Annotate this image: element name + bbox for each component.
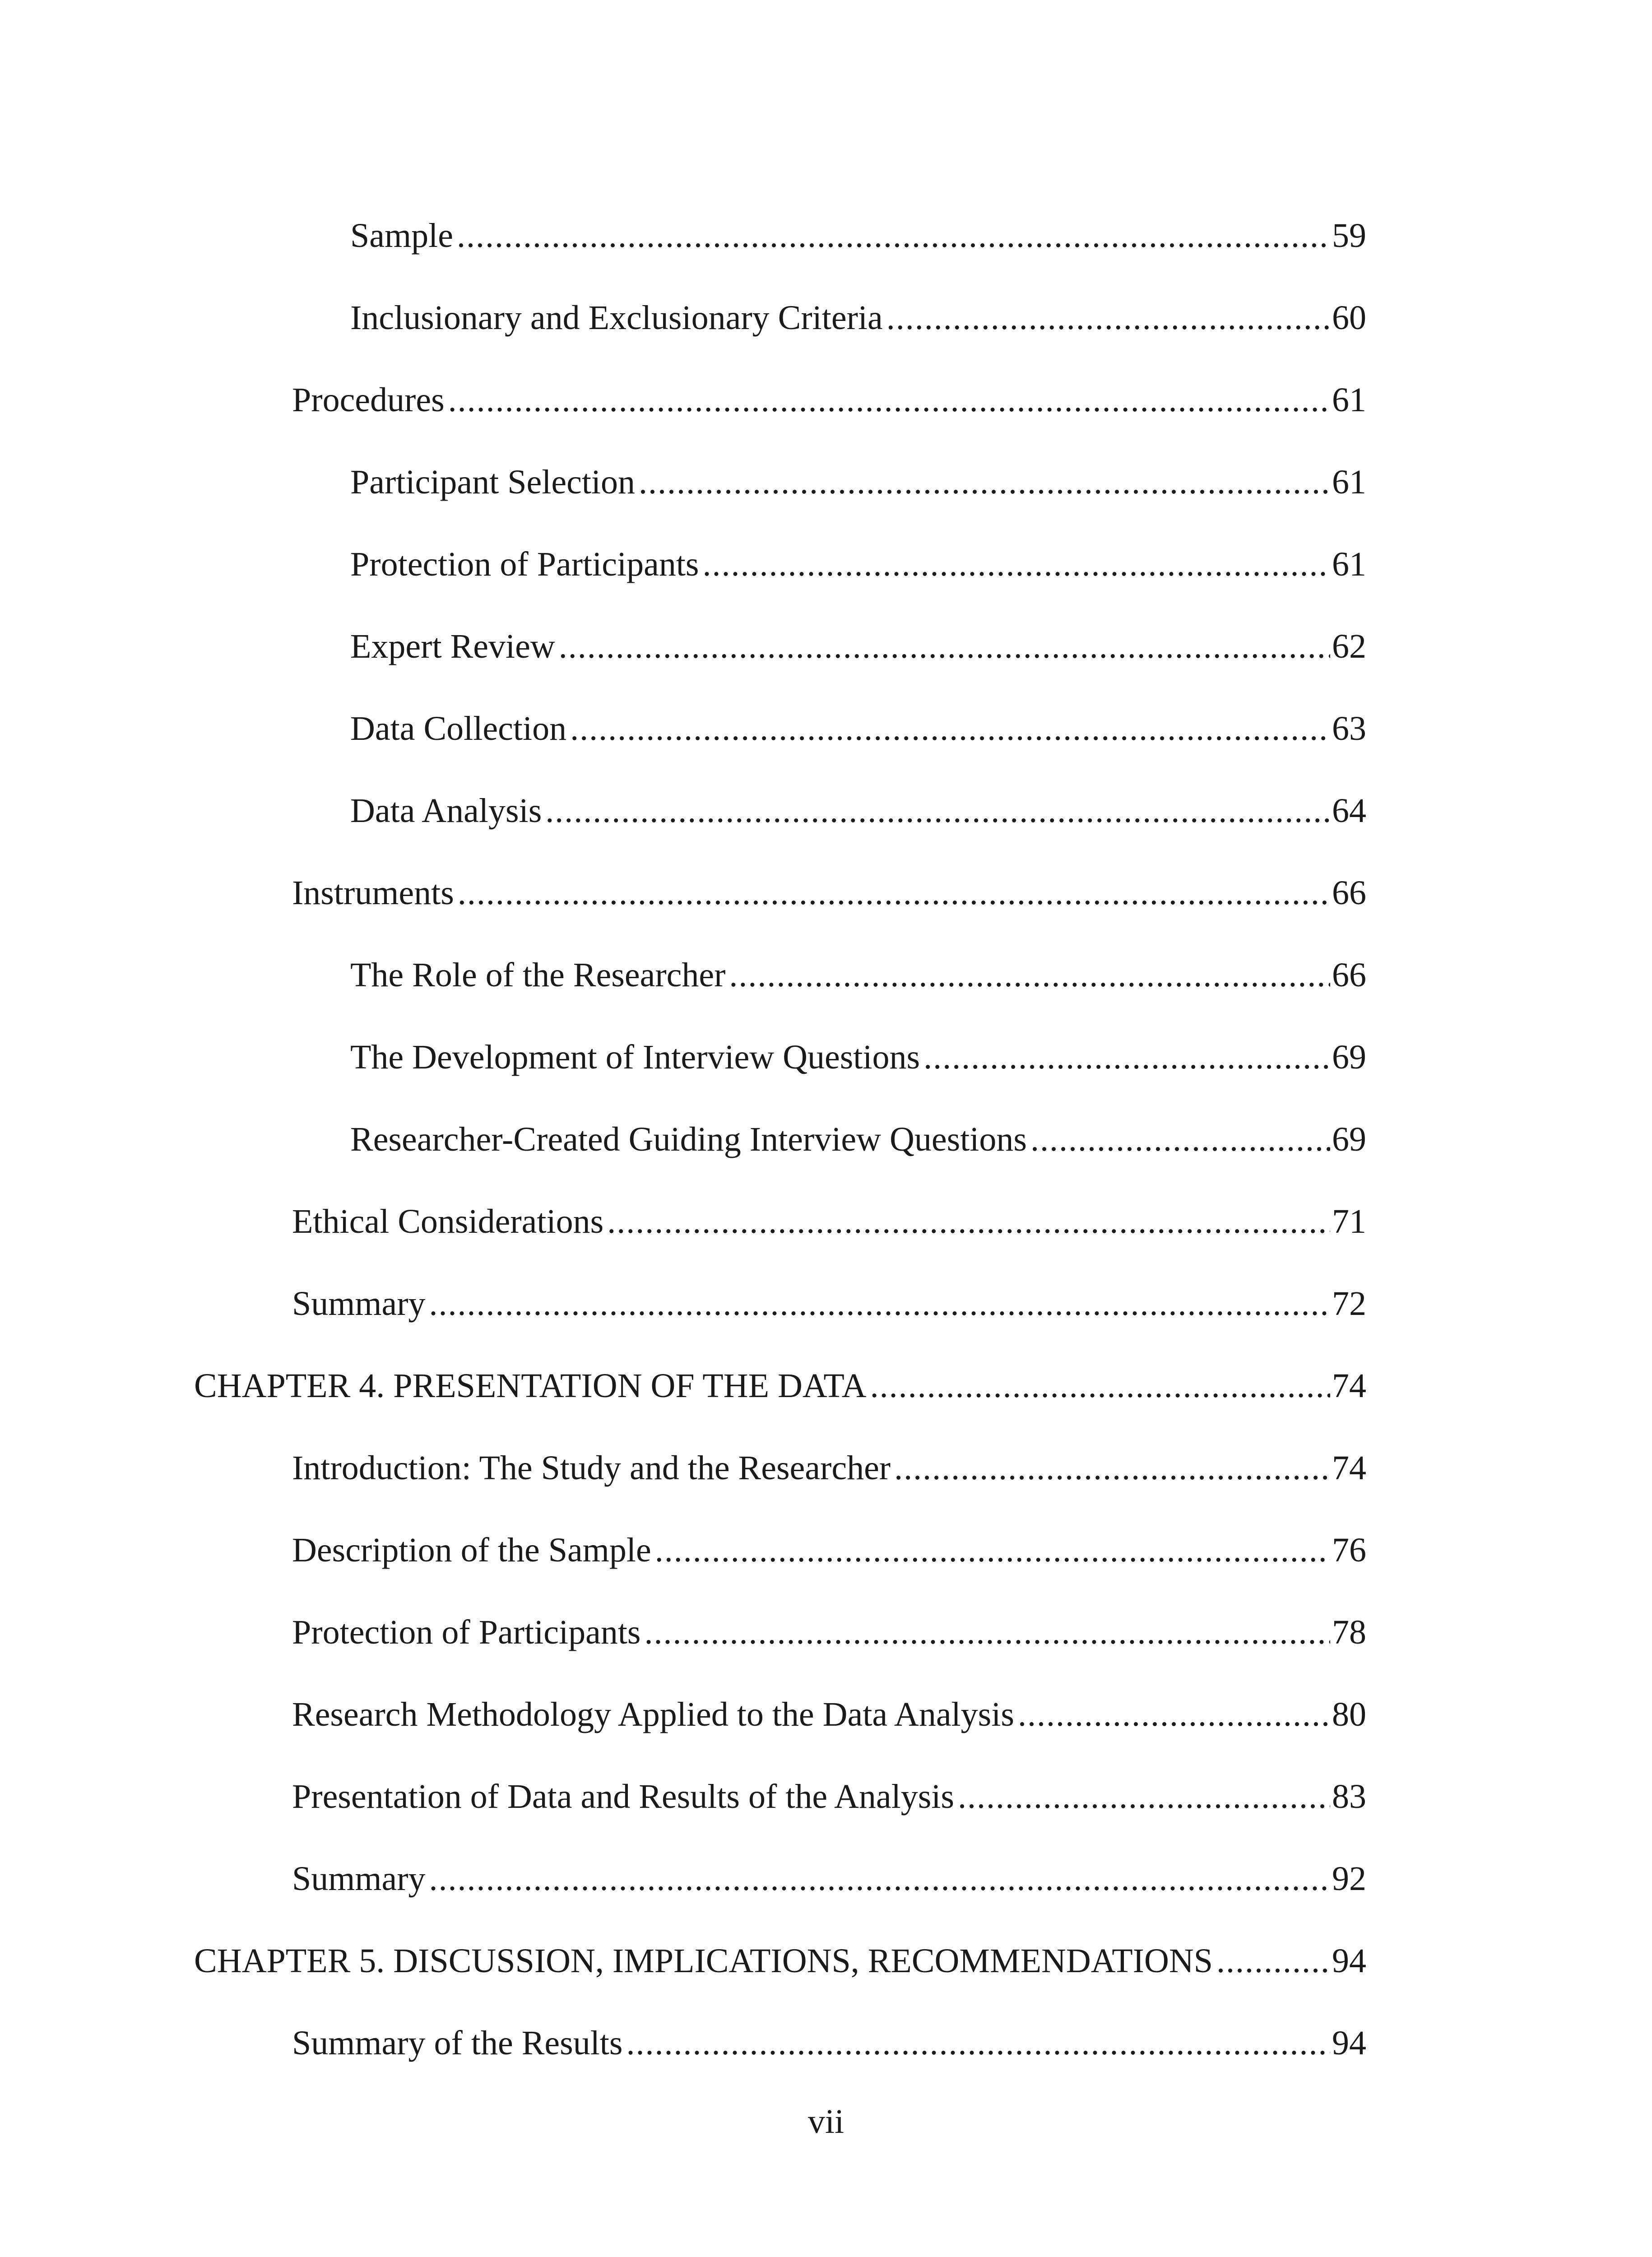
toc-dot-leader xyxy=(958,1765,1330,1828)
toc-dot-leader xyxy=(559,615,1330,678)
toc-entry xyxy=(292,368,1366,432)
toc-dot-leader xyxy=(645,1601,1330,1664)
toc-entry-title: The Role of the Researcher xyxy=(350,956,726,994)
toc-entry xyxy=(350,1026,1366,1089)
toc-dot-leader xyxy=(607,1190,1330,1253)
toc-entry-title: Procedures xyxy=(292,381,445,419)
toc-dot-leader xyxy=(448,368,1330,432)
toc-entry-page: 64 xyxy=(1332,792,1366,830)
toc-dot-leader xyxy=(703,533,1330,596)
toc-dot-leader xyxy=(894,1436,1330,1500)
toc-entry-page: 69 xyxy=(1332,1038,1366,1076)
toc-entry-page: 83 xyxy=(1332,1778,1366,1816)
toc-entry-title: Participant Selection xyxy=(350,463,636,501)
toc-entry-page: 60 xyxy=(1332,299,1366,337)
toc-entry-title: CHAPTER 4. PRESENTATION OF THE DATA xyxy=(194,1367,867,1405)
toc-entry xyxy=(350,943,1366,1007)
toc-dot-leader xyxy=(1216,1929,1330,1992)
toc-entry-page: 94 xyxy=(1332,2024,1366,2062)
toc-entry xyxy=(194,1929,1366,1992)
toc-dot-leader xyxy=(626,2011,1330,2075)
toc-entry-title: Summary xyxy=(292,1860,426,1898)
toc-dot-leader xyxy=(639,450,1330,514)
toc-entry-page: 71 xyxy=(1332,1203,1366,1240)
toc-entry-title: Description of the Sample xyxy=(292,1531,651,1569)
toc-entry xyxy=(292,2011,1366,2075)
toc-entry-page: 61 xyxy=(1332,545,1366,583)
toc-entry-title: Ethical Considerations xyxy=(292,1203,604,1240)
toc-entry xyxy=(350,697,1366,760)
toc-dot-leader xyxy=(429,1847,1330,1910)
toc-entry-page: 62 xyxy=(1332,627,1366,665)
toc-entry-page: 76 xyxy=(1332,1531,1366,1569)
toc-entry-page: 72 xyxy=(1332,1285,1366,1323)
toc-dot-leader xyxy=(729,943,1330,1007)
toc-entry-page: 78 xyxy=(1332,1613,1366,1651)
toc-entry-page: 61 xyxy=(1332,381,1366,419)
toc-dot-leader xyxy=(457,204,1330,267)
toc-dot-leader xyxy=(1030,1108,1330,1171)
toc-entry xyxy=(292,1436,1366,1500)
page-number: vii xyxy=(807,2103,845,2141)
toc-entry-title: Protection of Participants xyxy=(350,545,699,583)
toc-dot-leader xyxy=(570,697,1330,760)
toc-entry-page: 80 xyxy=(1332,1695,1366,1733)
toc-entry xyxy=(350,615,1366,678)
toc-entry-page: 69 xyxy=(1332,1120,1366,1158)
toc-entry-title: Instruments xyxy=(292,874,454,912)
toc-entry-title: The Development of Interview Questions xyxy=(350,1038,920,1076)
toc-entry xyxy=(292,1519,1366,1582)
toc-dot-leader xyxy=(458,861,1330,924)
toc-entry-page: 61 xyxy=(1332,463,1366,501)
toc-entry xyxy=(292,1765,1366,1828)
toc-entry-page: 74 xyxy=(1332,1449,1366,1487)
toc-entry-title: Research Methodology Applied to the Data Analysis xyxy=(292,1695,1014,1733)
toc-entry-page: 59 xyxy=(1332,217,1366,255)
toc-entry-page: 92 xyxy=(1332,1860,1366,1898)
toc-entry xyxy=(292,1683,1366,1746)
toc-dot-leader xyxy=(429,1272,1330,1335)
toc-dot-leader xyxy=(886,286,1330,349)
toc-entry-title: Researcher-Created Guiding Interview Questions xyxy=(350,1120,1027,1158)
toc-entry xyxy=(292,1847,1366,1910)
toc-entry-page: 63 xyxy=(1332,710,1366,748)
toc-dot-leader xyxy=(870,1354,1330,1417)
toc-entry-page: 74 xyxy=(1332,1367,1366,1405)
toc-entry-title: CHAPTER 5. DISCUSSION, IMPLICATIONS, RECOMMENDATIONS xyxy=(194,1942,1213,1980)
toc-entry-title: Data Analysis xyxy=(350,792,542,830)
toc-dot-leader xyxy=(923,1026,1330,1089)
toc-entry xyxy=(292,1190,1366,1253)
toc-entry xyxy=(292,1601,1366,1664)
toc-dot-leader xyxy=(655,1519,1330,1582)
toc-entry xyxy=(292,1272,1366,1335)
toc-entry xyxy=(350,779,1366,842)
toc-entry xyxy=(350,204,1366,267)
toc-dot-leader xyxy=(545,779,1330,842)
toc-entry-page: 66 xyxy=(1332,874,1366,912)
toc-dot-leader xyxy=(1018,1683,1330,1746)
toc-entry xyxy=(350,533,1366,596)
toc-entry xyxy=(350,450,1366,514)
toc-entry xyxy=(194,1354,1366,1417)
toc-entry-title: Sample xyxy=(350,217,453,255)
toc-entry-title: Protection of Participants xyxy=(292,1613,641,1651)
toc-entry-page: 66 xyxy=(1332,956,1366,994)
toc-entry xyxy=(292,861,1366,924)
toc-entry-page: 94 xyxy=(1332,1942,1366,1980)
toc-entry-title: Summary of the Results xyxy=(292,2024,623,2062)
toc-entry-title: Introduction: The Study and the Researcher xyxy=(292,1449,891,1487)
toc-entry-title: Summary xyxy=(292,1285,426,1323)
toc-entry-title: Inclusionary and Exclusionary Criteria xyxy=(350,299,883,337)
toc-entry xyxy=(350,1108,1366,1171)
toc-entry xyxy=(350,286,1366,349)
toc-entry-title: Data Collection xyxy=(350,710,567,748)
toc-entry-title: Expert Review xyxy=(350,627,555,665)
toc-entry-title: Presentation of Data and Results of the Analysis xyxy=(292,1778,954,1816)
